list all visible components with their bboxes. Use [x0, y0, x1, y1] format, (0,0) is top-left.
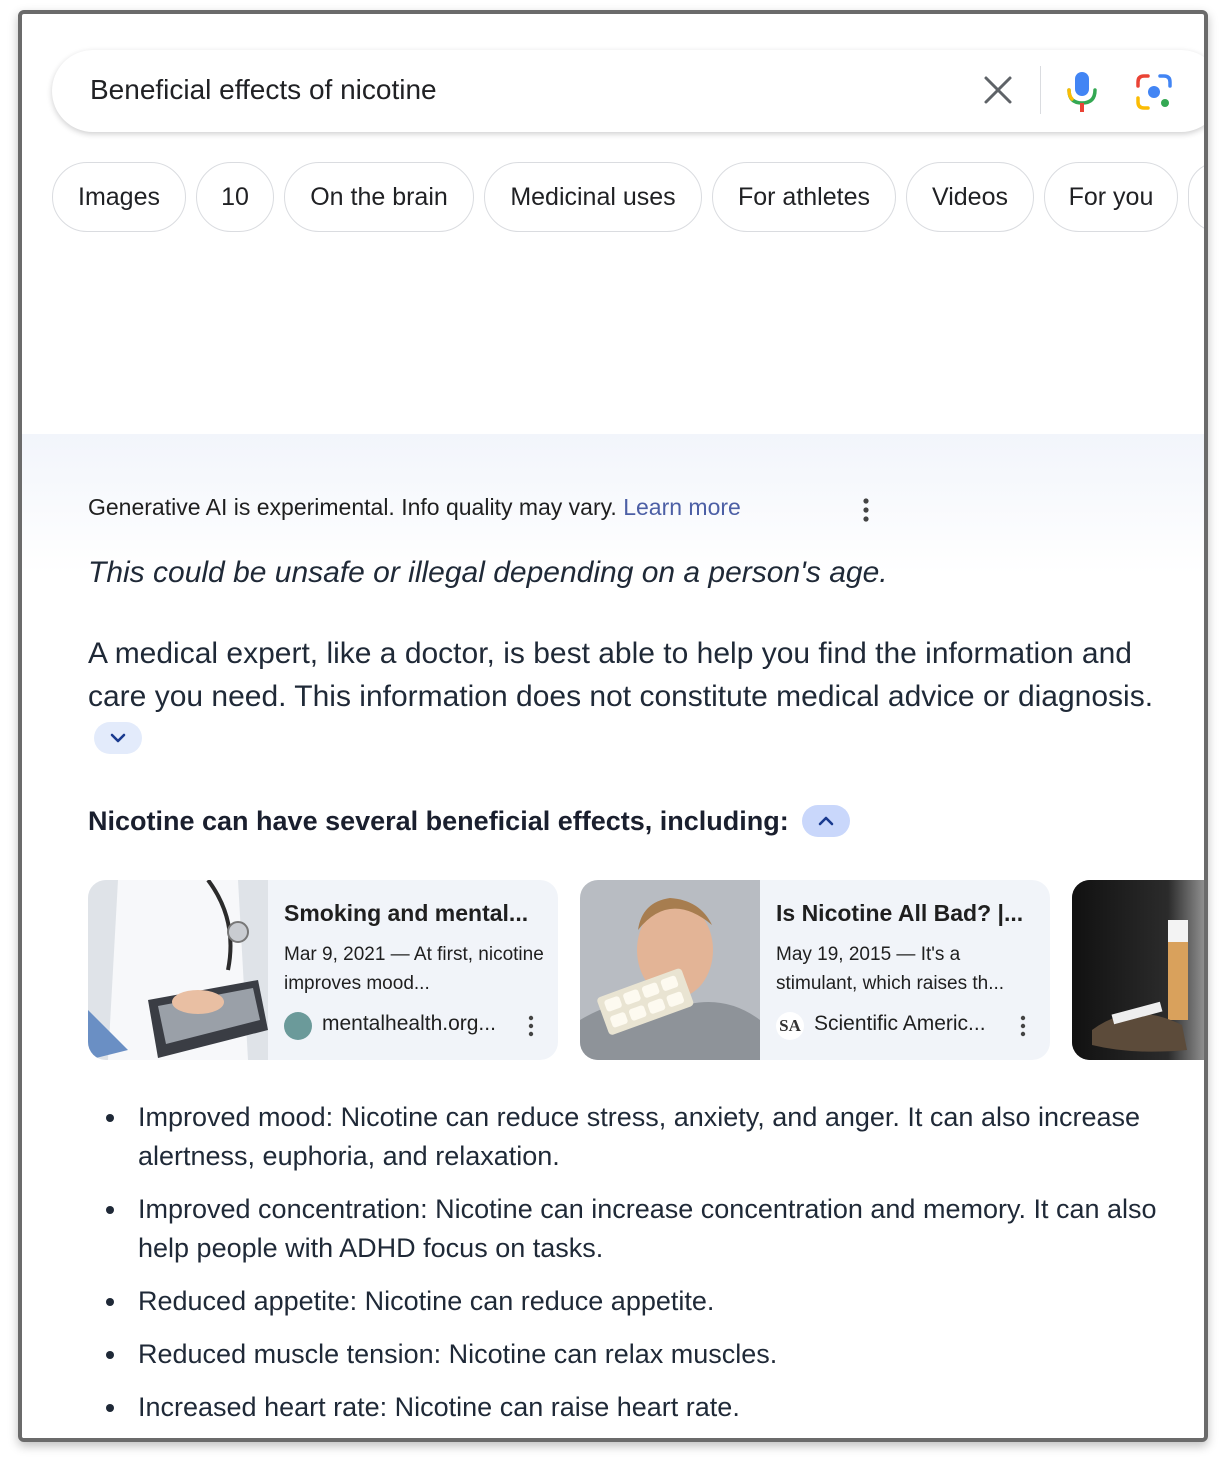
cigarette-thumbnail [1072, 880, 1208, 1060]
chip-on-the-brain[interactable]: On the brain [284, 162, 474, 232]
card-title[interactable]: Is Nicotine All Bad? |... [776, 900, 1024, 926]
chip-for-you[interactable]: For you [1044, 162, 1178, 232]
more-vert-icon [524, 1014, 538, 1038]
benefits-list [102, 1098, 1202, 1441]
ai-overview [22, 434, 1208, 1442]
lens-search-button[interactable] [1134, 72, 1174, 112]
card-more-button[interactable] [524, 1014, 538, 1038]
list-item: Increased heart rate: Nicotine can raise heart rate. [102, 1388, 1202, 1427]
search-input[interactable]: Beneficial effects of nicotine [90, 74, 437, 105]
card-snippet: May 19, 2015 — It's a stimulant, which raises th... [776, 944, 1005, 994]
chip-10[interactable]: 10 [196, 162, 274, 232]
more-vert-icon [1016, 1014, 1030, 1038]
close-icon [980, 68, 1016, 112]
man-with-gum-thumbnail [580, 880, 760, 1060]
source-name: Scientific Americ... [814, 1012, 986, 1035]
clear-search-button[interactable] [980, 68, 1016, 112]
chip-more-partial[interactable] [1188, 162, 1208, 232]
list-item: Improved concentration: Nicotine can increase concentration and memory. It can also help people with ADHD focus on tasks. [102, 1190, 1202, 1268]
learn-more-link[interactable]: Learn more [623, 494, 741, 520]
voice-search-button[interactable] [1064, 68, 1100, 116]
age-warning: This could be unsafe or illegal depending on a person's age. [88, 556, 888, 589]
doctor-laptop-thumbnail [88, 880, 268, 1060]
scientific-american-logo-icon: SA [776, 1012, 804, 1040]
medical-advice [88, 632, 1188, 761]
search-bar[interactable] [52, 50, 1208, 132]
card-title[interactable]: Smoking and mental... [284, 900, 529, 926]
card-snippet: Mar 9, 2021 — At first, nicotine improves mood... [284, 944, 544, 994]
ai-disclaimer [88, 494, 741, 521]
advice-text: A medical expert, like a doctor, is best able to help you find the information and care you need. This information does not constitute medical advice or diagnosis. [88, 637, 1154, 713]
more-options-button[interactable] [856, 496, 876, 524]
disclaimer-text: Generative AI is experimental. Info quality may vary. [88, 494, 617, 520]
browser-frame [18, 10, 1208, 1442]
list-item: Reduced appetite: Nicotine can reduce appetite. [102, 1282, 1202, 1321]
chevron-down-icon [108, 730, 128, 746]
expand-advice-button[interactable] [94, 722, 142, 754]
source-card[interactable] [580, 880, 1050, 1060]
site-favicon-icon [284, 1012, 312, 1040]
source-name: mentalhealth.org... [322, 1012, 496, 1035]
chip-images[interactable]: Images [52, 162, 186, 232]
card-more-button[interactable] [1016, 1014, 1030, 1038]
list-item: Reduced muscle tension: Nicotine can relax muscles. [102, 1335, 1202, 1374]
search-divider [1040, 66, 1041, 114]
microphone-icon [1064, 68, 1100, 116]
chip-videos[interactable]: Videos [906, 162, 1034, 232]
benefits-heading [88, 806, 850, 839]
collapse-sources-button[interactable] [802, 805, 850, 837]
more-vert-icon [856, 496, 876, 524]
camera-lens-icon [1134, 72, 1174, 112]
source-card-partial[interactable] [1072, 880, 1208, 1060]
chevron-up-icon [816, 813, 836, 829]
benefits-heading-text: Nicotine can have several beneficial effects, including: [88, 806, 789, 836]
chip-for-athletes[interactable]: For athletes [712, 162, 896, 232]
source-card[interactable] [88, 880, 558, 1060]
chip-medicinal-uses[interactable]: Medicinal uses [484, 162, 702, 232]
list-item: Improved mood: Nicotine can reduce stress, anxiety, and anger. It can also increase alertness, euphoria, and relaxation. [102, 1098, 1202, 1176]
